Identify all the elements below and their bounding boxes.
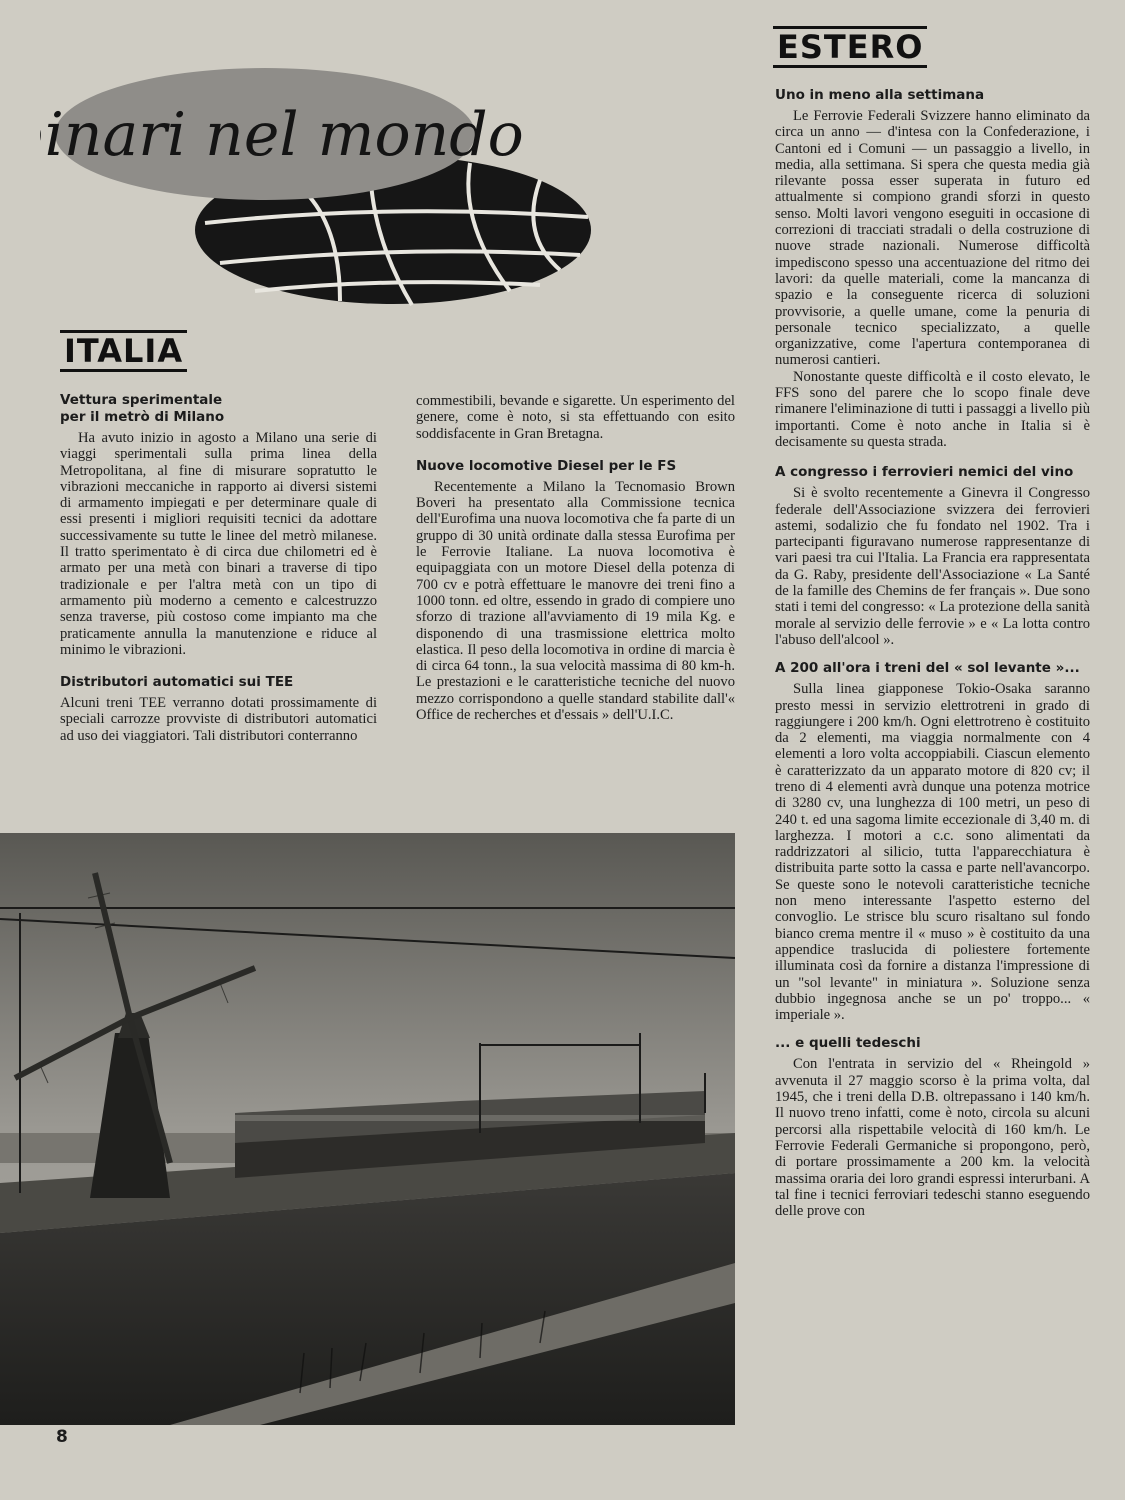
- column-2: [416, 393, 735, 723]
- section-title-italia: ITALIA: [60, 330, 187, 372]
- article-heading: Uno in meno alla settimana: [775, 87, 985, 103]
- article-heading: Distributori automatici sui TEE: [60, 674, 294, 691]
- article-heading: A 200 all'ora i treni del « sol levante »...: [775, 660, 1080, 677]
- column-3: [775, 87, 1090, 1219]
- article-heading: Vettura sperimentale: [60, 392, 223, 408]
- article-paragraph: Con l'entrata in servizio del « Rheingold » avvenuta il 27 maggio scorso è la prima volta, dal 1945, che i treni della D.B. oltrepassano i 140 km/h. Il nuovo treno infatti, come è noto, circola su alcuni percorsi alla rispettabile velocità di 160 km/h. Le Ferrovie Federali Germaniche si propongono, però, di portare prossimamente a 200 km. la velocità massima oraria dei loro grandi espressi interurbani. A tal fine i tecnici ferroviari tedeschi stanno eseguendo delle prove con: [775, 1056, 1090, 1220]
- article-paragraph: commestibili, bevande e sigarette. Un esperimento del genere, come è noto, si sta effettuando con esito soddisfacente in Gran Bretagna.: [416, 393, 735, 442]
- column-1: [60, 392, 377, 744]
- globe-ellipse-graphic: [40, 55, 600, 315]
- section-title-estero: ESTERO: [773, 26, 927, 68]
- logo-title: binari nel mondo: [40, 100, 524, 170]
- article-paragraph: Le Ferrovie Federali Svizzere hanno eliminato da circa un anno — d'intesa con la Confederazione, i Cantoni ed i Comuni — un passaggio a livello, in media, alla settimana. Si spera che questa media già rilevante possa esser superata in futuro ed attualmente si compiono grandi sforzi in questo senso. Molti lavori vengono eseguiti in occasione di correzioni di tracciati stradali o della costruzione di nuove strade nazionali. Numerose difficoltà impediscono spesso una accentuazione del ritmo dei lavori: da quelle materiali, come la mancanza di spazio e la conseguente ricerca di soluzioni provvisorie, a quelle umane, come la penuria di personale tecnico specializzato, a quelle organizzative, come l'apertura contemporanea di numerosi cantieri.: [775, 108, 1090, 369]
- train-windmill-photo: [0, 833, 735, 1425]
- article-heading: Nuove locomotive Diesel per le FS: [416, 457, 677, 474]
- article-heading: A congresso i ferrovieri nemici del vino: [775, 464, 1074, 481]
- article-paragraph: Ha avuto inizio in agosto a Milano una serie di viaggi sperimentali sulla prima linea della Metropolitana, al fine di misurare sopratutto le vibrazioni meccaniche in rapporto ai diversi sistemi di armamento impiegati e per determinare quale di essi presenti i migliori requisiti tecnici da adottare successivamente su tutte le linee del metrò milanese. Il tratto sperimentato è di circa due chilometri ed è armato per una metà con binari a traverse di tipo tradizionale e per l'altra metà con un tipo di armamento più moderno a cemento e calcestruzzo senza traverse, più costoso come impianto ma che praticamente annulla la manutenzione e riduce al minimo le vibrazioni.: [60, 430, 377, 658]
- article-heading: ... e quelli tedeschi: [775, 1035, 921, 1052]
- article-paragraph: Si è svolto recentemente a Ginevra il Congresso federale dell'Associazione svizzera dei ferrovieri astemi, sodalizio che fu fondato nel 1902. Tra i partecipanti figuravano numerose rappresentanze di vari paesi tra cui l'Italia. La Francia era rappresentata da G. Raby, presidente dell'Associazione « La Santé de la famille des Chemins de fer français ». Due sono stati i temi del congresso: « La protezione della sanità morale al servizio delle ferrovie » e « La lotta contro l'abuso dell'alcool ».: [775, 485, 1090, 648]
- article-heading-line-2: per il metrò di Milano: [60, 409, 225, 425]
- article-paragraph: Sulla linea giapponese Tokio-Osaka saranno presto messi in servizio elettrotreni in grado di raggiungere i 200 km/h. Ogni elettrotreno è costituito da 2 elementi, ma viaggia normalmente con 4 elementi a loro volta accoppiabili. Ciascun elemento è caratterizzato da un apparato motore di 820 cv; il treno di 4 elementi avrà dunque una potenza motrice di 3280 cv, una lunghezza di 100 metri, un peso di 240 t. ed una sagoma limite eccezionale di 3,40 m. di larghezza. I motori a c.c. sono alimentati da raddrizzatori al silicio, tutta l'apparecchiatura è distribuita parte sotto la cassa e parte nell'avancorpo. Se queste sono le notevoli caratteristiche tecniche non meno interessante l'aspetto esterno del convoglio. Le strisce blu scuro risaltano sul fondo bianco crema mentre il « muso » è costituito da una appendice traslucida di poliestere fortemente illuminata così da fornire a distanza l'impressione di un "sol levante" in miniatura ». Soluzione senza dubbio ingegnosa anche se un po' troppo... « imperiale ».: [775, 681, 1090, 1024]
- article-paragraph: Alcuni treni TEE verranno dotati prossimamente di speciali carrozze provviste di distributori automatici ad uso dei viaggiatori. Tali distributori conterranno: [60, 695, 377, 744]
- page-number: 8: [56, 1427, 68, 1447]
- article-paragraph: Nonostante queste difficoltà e il costo elevato, le FFS sono del parere che lo scopo finale deve rimanere l'eliminazione di tutti i passaggi a livello più importanti. Come è noto anche in Italia si è decisamente su questa strada.: [775, 368, 1090, 450]
- title-graphic: [40, 55, 600, 315]
- photo-illustration: [0, 833, 735, 1425]
- article-paragraph: Recentemente a Milano la Tecnomasio Brown Boveri ha presentato alla Commissione tecnica dell'Eurofima una nuova locomotiva che fa parte di un gruppo di 30 unità ordinate dalla stessa Eurofima per le Ferrovie Italiane. La nuova locomotiva è equipaggiata con un motore Diesel della potenza di 700 cv e potrà effettuare le manovre dei treni fino a 1000 tonn. ed oltre, essendo in grado di compiere uno sforzo di trazione all'avviamento di 19 mila Kg. e disponendo di una trasmissione elettrica molto elastica. Il peso della locomotiva in ordine di marcia è di circa 64 tonn., la sua velocità massima di 80 km-h. Le prestazioni e le caratteristiche tecniche del nuovo mezzo corrispondono a quelle standard stabilite dall'« Office de recherches et d'essais » dell'U.I.C.: [416, 478, 735, 724]
